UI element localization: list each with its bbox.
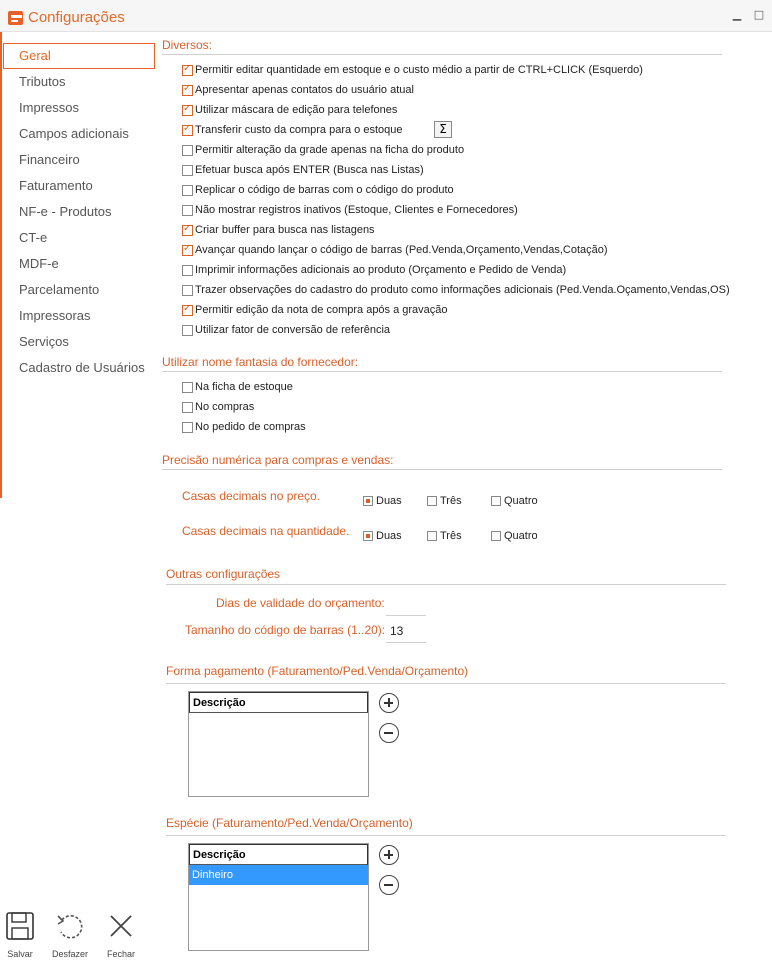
remove-especie-button[interactable] (379, 875, 399, 895)
checkbox[interactable] (182, 225, 193, 236)
section-title-nome-fantasia: Utilizar nome fantasia do fornecedor: (162, 355, 359, 369)
undo-icon (54, 910, 86, 942)
checkbox[interactable] (182, 205, 193, 216)
checkbox[interactable] (182, 245, 193, 256)
divider (166, 835, 726, 836)
option-label: Não mostrar registros inativos (Estoque, Clientes e Fornecedores) (195, 204, 518, 216)
close-icon (105, 910, 137, 942)
option-transferir-custo[interactable] (182, 122, 402, 138)
casas-preco-label: Casas decimais no preço. (182, 489, 321, 503)
option-label: Efetuar busca após ENTER (Busca nas Listas) (195, 164, 424, 176)
option-label: Apresentar apenas contatos do usuário atual (195, 84, 414, 96)
option-label: Transferir custo da compra para o estoque (195, 124, 403, 136)
radio-label: Três (440, 530, 462, 542)
checkbox[interactable] (182, 305, 193, 316)
option-no-compras[interactable] (182, 399, 254, 415)
option-registros-inativos[interactable] (182, 202, 518, 218)
sidebar-item-mdfe[interactable]: MDF-e (19, 256, 59, 271)
option-label: Avançar quando lançar o código de barras (Ped.Venda,Orçamento,Vendas,Cotação) (195, 244, 608, 256)
radio-dot[interactable] (363, 496, 373, 506)
option-label: Permitir edição da nota de compra após a gravação (195, 304, 448, 316)
radio-dot[interactable] (491, 496, 501, 506)
checkbox[interactable] (182, 145, 193, 156)
sidebar-item-faturamento[interactable]: Faturamento (19, 178, 93, 193)
radio-label: Quatro (504, 530, 538, 542)
option-label: Permitir alteração da grade apenas na ficha do produto (195, 144, 465, 156)
dias-validade-label: Dias de validade do orçamento: (216, 596, 385, 610)
tamanho-codigo-input[interactable]: 13 (390, 624, 404, 638)
undo-button[interactable] (50, 910, 90, 959)
input-underline (386, 615, 426, 616)
tamanho-codigo-label: Tamanho do código de barras (1..20): (185, 623, 386, 637)
option-ficha-estoque[interactable] (182, 379, 293, 395)
option-label: No pedido de compras (195, 421, 306, 433)
checkbox[interactable] (182, 325, 193, 336)
section-title-precisao: Precisão numérica para compras e vendas: (162, 453, 394, 467)
radio-label: Três (440, 495, 462, 507)
radio-dot[interactable] (427, 496, 437, 506)
sidebar-item-cadastro-usuarios[interactable]: Cadastro de Usuários (19, 360, 145, 375)
app-icon (8, 11, 23, 25)
especie-grid[interactable] (188, 843, 369, 951)
radio-dot[interactable] (491, 531, 501, 541)
option-mascara-telefones[interactable] (182, 102, 397, 118)
radio-label: Duas (376, 530, 402, 542)
close-button[interactable] (101, 910, 141, 959)
divider (162, 469, 722, 470)
option-label: Replicar o código de barras com o código do produto (195, 184, 454, 196)
radio-label: Quatro (504, 495, 538, 507)
input-underline (386, 642, 426, 643)
radio-qtd-quatro[interactable] (491, 529, 538, 543)
minimize-icon[interactable]: ▁ (732, 8, 742, 21)
maximize-icon[interactable]: □ (753, 8, 765, 21)
sidebar-item-nfe-produtos[interactable]: NF-e - Produtos (19, 204, 112, 219)
checkbox[interactable] (182, 125, 193, 136)
option-label: Permitir editar quantidade em estoque e o custo médio a partir de CTRL+CLICK (Esquerdo) (195, 64, 643, 76)
option-label: No compras (195, 401, 255, 413)
checkbox[interactable] (182, 422, 193, 433)
option-editar-quantidade[interactable] (182, 62, 643, 78)
save-label: Salvar (7, 949, 33, 959)
sidebar-item-servicos[interactable]: Serviços (19, 334, 69, 349)
radio-preco-duas[interactable] (363, 494, 402, 508)
option-avancar-codigo-barras[interactable] (182, 242, 608, 258)
checkbox[interactable] (182, 105, 193, 116)
section-title-forma-pagamento: Forma pagamento (Faturamento/Ped.Venda/Orçamento) (166, 664, 469, 678)
option-buffer-busca[interactable] (182, 222, 375, 238)
sidebar-item-campos-adicionais[interactable]: Campos adicionais (19, 126, 129, 141)
option-busca-enter[interactable] (182, 162, 424, 178)
table-row[interactable]: Dinheiro (189, 865, 368, 885)
casas-quantidade-label: Casas decimais na quantidade. (182, 524, 350, 538)
radio-dot[interactable] (363, 531, 373, 541)
checkbox[interactable] (182, 165, 193, 176)
sidebar-item-tributos[interactable]: Tributos (19, 74, 66, 89)
checkbox[interactable] (182, 402, 193, 413)
option-trazer-observacoes[interactable] (182, 282, 730, 298)
option-label: Imprimir informações adicionais ao produto (Orçamento e Pedido de Venda) (195, 264, 567, 276)
option-alteracao-grade[interactable] (182, 142, 464, 158)
add-forma-pagamento-button[interactable] (379, 693, 399, 713)
window-title: Configurações (28, 9, 125, 26)
sidebar-item-parcelamento[interactable]: Parcelamento (19, 282, 100, 297)
section-title-diversos: Diversos: (162, 38, 213, 52)
option-label: Utilizar fator de conversão de referência (195, 324, 391, 336)
sidebar-item-geral[interactable]: Geral (3, 43, 155, 69)
title-bar (0, 0, 772, 32)
add-especie-button[interactable] (379, 845, 399, 865)
radio-qtd-duas[interactable] (363, 529, 402, 543)
option-pedido-compras[interactable] (182, 419, 306, 435)
radio-preco-tres[interactable] (427, 494, 462, 508)
floppy-disk-icon (4, 910, 36, 942)
dias-validade-input[interactable] (388, 596, 426, 612)
close-label: Fechar (106, 949, 135, 959)
divider (166, 683, 726, 684)
section-title-outras: Outras configurações (166, 567, 281, 581)
sidebar (3, 43, 155, 381)
divider (162, 371, 722, 372)
sidebar-item-impressoras[interactable]: Impressoras (19, 308, 91, 323)
section-title-especie: Espécie (Faturamento/Ped.Venda/Orçamento) (166, 816, 413, 830)
forma-pagamento-grid[interactable] (188, 691, 369, 797)
option-label: Criar buffer para busca nas listagens (195, 224, 375, 236)
option-replicar-codigo[interactable] (182, 182, 454, 198)
sigma-button[interactable]: Σ (434, 121, 452, 138)
checkbox[interactable] (182, 285, 193, 296)
checkbox[interactable] (182, 85, 193, 96)
radio-label: Duas (376, 495, 402, 507)
radio-dot[interactable] (427, 531, 437, 541)
column-header-descricao[interactable]: Descrição (189, 692, 368, 713)
divider (166, 584, 726, 585)
checkbox[interactable] (182, 265, 193, 276)
undo-label: Desfazer (51, 949, 88, 959)
remove-forma-pagamento-button[interactable] (379, 723, 399, 743)
save-button[interactable] (0, 910, 40, 959)
checkbox[interactable] (182, 382, 193, 393)
sidebar-item-cte[interactable]: CT-e (19, 230, 48, 245)
option-label: Utilizar máscara de edição para telefones (195, 104, 398, 116)
checkbox[interactable] (182, 65, 193, 76)
radio-qtd-tres[interactable] (427, 529, 462, 543)
option-label: Na ficha de estoque (195, 381, 293, 393)
sidebar-item-financeiro[interactable]: Financeiro (19, 152, 80, 167)
left-accent-border (0, 32, 2, 498)
column-header-descricao[interactable]: Descrição (189, 844, 368, 865)
checkbox[interactable] (182, 185, 193, 196)
sidebar-item-impressos[interactable]: Impressos (19, 100, 79, 115)
radio-preco-quatro[interactable] (491, 494, 538, 508)
option-fator-conversao[interactable] (182, 322, 390, 338)
option-label: Trazer observações do cadastro do produto como informações adicionais (Ped.Venda.Oçamento,Vendas,OS) (195, 284, 730, 296)
option-contatos-usuario[interactable] (182, 82, 414, 98)
option-edicao-nota-compra[interactable] (182, 302, 448, 318)
option-imprimir-info-adicionais[interactable] (182, 262, 566, 278)
divider (162, 54, 722, 55)
